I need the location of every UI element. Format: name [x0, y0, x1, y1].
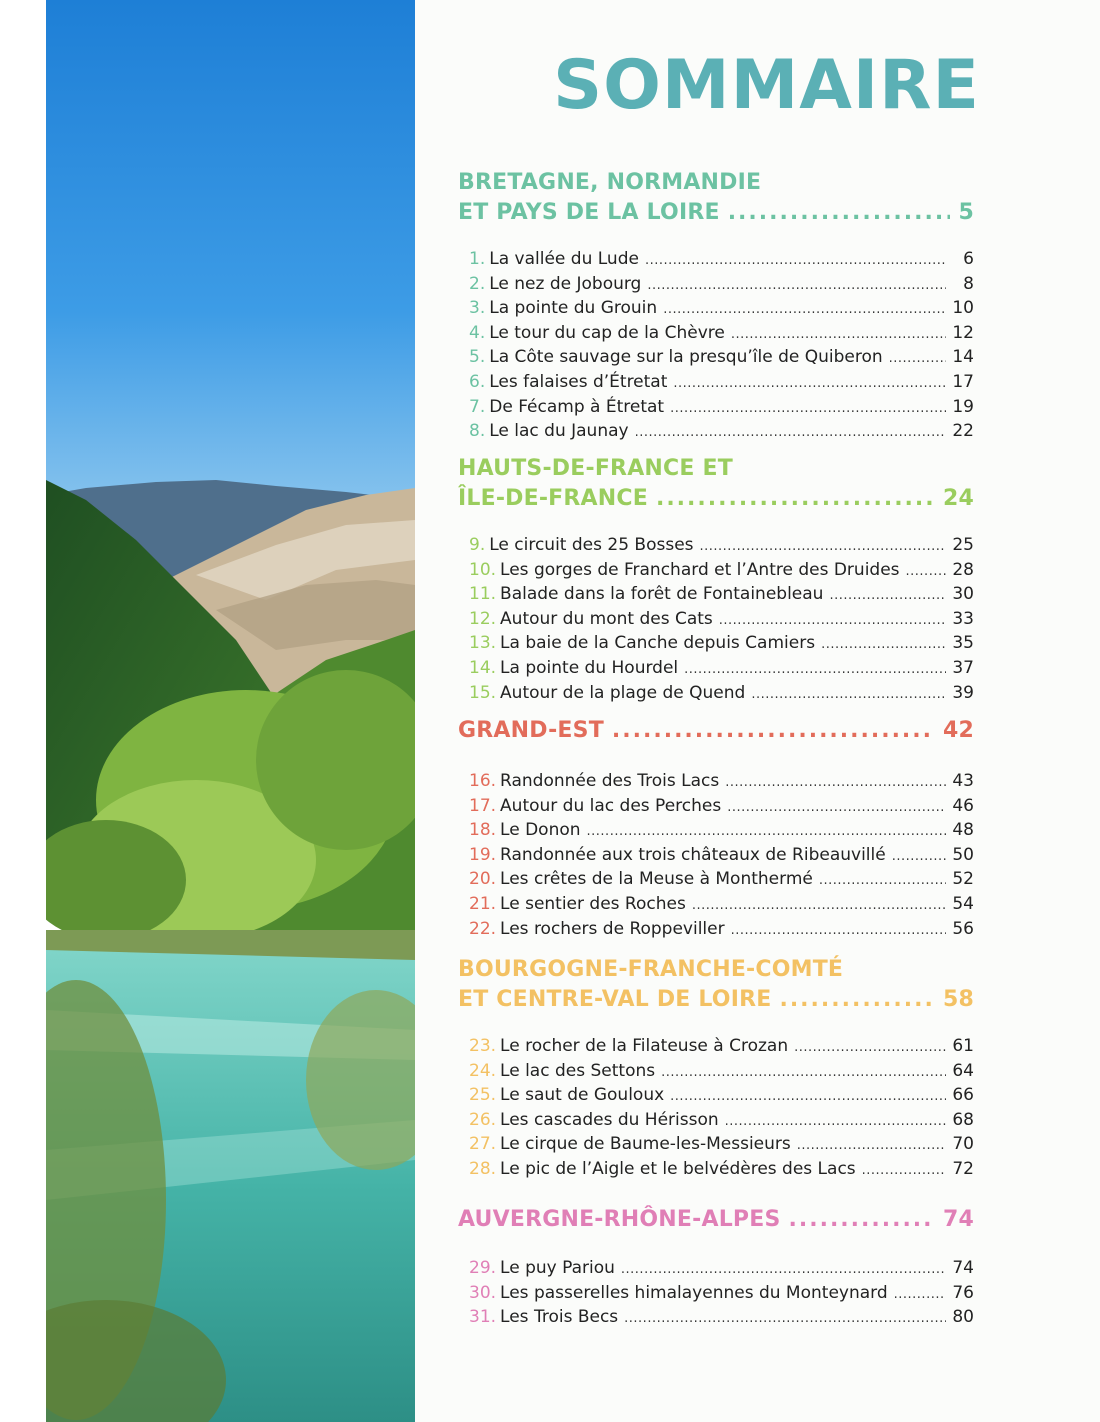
dot-leader	[906, 561, 946, 584]
toc-entry[interactable]	[469, 657, 974, 682]
toc-entry[interactable]	[469, 583, 974, 608]
toc-entry[interactable]	[469, 1133, 974, 1158]
toc-entry[interactable]	[469, 682, 974, 707]
section-heading-line2	[458, 716, 974, 746]
entry-page-number: 46	[952, 795, 974, 816]
dot-leader	[624, 1308, 946, 1331]
entry-label: Les rochers de Roppeviller	[500, 918, 725, 939]
section-heading-line2	[458, 1205, 974, 1235]
section-heading[interactable]	[458, 716, 974, 746]
dot-leader	[692, 895, 946, 918]
entry-label: Le lac du Jaunay	[489, 421, 629, 442]
entry-number: 6.	[469, 371, 486, 392]
entry-label: Le nez de Jobourg	[489, 273, 642, 294]
dot-leader	[725, 772, 946, 795]
dot-leader	[789, 1205, 935, 1235]
entry-label: La baie de la Canche depuis Camiers	[500, 633, 816, 654]
entry-page-number: 30	[952, 584, 974, 605]
dot-leader	[661, 1062, 946, 1085]
dot-leader	[612, 716, 935, 746]
section-heading-line1: HAUTS-DE-FRANCE ET	[458, 456, 733, 481]
dot-leader	[731, 324, 946, 347]
entry-list	[458, 534, 974, 706]
section-page-number: 74	[942, 1207, 974, 1232]
toc-entry[interactable]	[469, 1035, 974, 1060]
entry-list	[458, 1035, 974, 1183]
entry-label: Le lac des Settons	[500, 1060, 656, 1081]
section-heading-text: AUVERGNE-RHÔNE-ALPES	[458, 1207, 781, 1232]
entry-page-number: 48	[952, 820, 974, 841]
entry-label: Autour du mont des Cats	[500, 608, 713, 629]
section-heading-line2	[458, 484, 974, 514]
entry-number: 4.	[469, 322, 486, 343]
section-heading-text: ET CENTRE-VAL DE LOIRE	[458, 987, 772, 1012]
entry-number: 11.	[469, 584, 497, 605]
entry-number: 15.	[469, 682, 497, 703]
entry-number: 30.	[469, 1282, 497, 1303]
entry-page-number: 74	[952, 1258, 974, 1278]
section-heading-line1: BOURGOGNE-FRANCHE-COMTÉ	[458, 957, 844, 982]
toc-entry[interactable]	[469, 1109, 974, 1134]
entry-label: Le puy Pariou	[500, 1258, 615, 1278]
entry-page-number: 52	[952, 869, 974, 890]
toc-section	[458, 716, 974, 942]
dot-leader	[670, 398, 946, 421]
dot-leader	[684, 659, 946, 682]
entry-number: 1.	[469, 249, 486, 269]
entry-page-number: 6	[963, 249, 974, 269]
entry-number: 7.	[469, 396, 486, 417]
toc-entry[interactable]	[469, 534, 974, 559]
section-heading[interactable]	[458, 1205, 974, 1235]
entry-number: 17.	[469, 795, 497, 816]
entry-number: 3.	[469, 298, 486, 319]
dot-leader	[829, 585, 946, 608]
toc-entry[interactable]	[469, 868, 974, 893]
entry-label: Les gorges de Franchard et l’Antre des Druides	[500, 559, 900, 580]
entry-label: Balade dans la forêt de Fontainebleau	[500, 584, 824, 605]
entry-number: 8.	[469, 421, 486, 442]
entry-page-number: 19	[952, 396, 974, 417]
entry-page-number: 54	[952, 893, 974, 914]
entry-number: 13.	[469, 633, 497, 654]
section-heading-text: ÎLE-DE-FRANCE	[458, 486, 648, 511]
landscape-photo	[46, 0, 415, 1422]
toc-entry[interactable]	[469, 770, 974, 795]
dot-leader	[725, 1111, 946, 1134]
section-heading-text: GRAND-EST	[458, 718, 604, 743]
entry-page-number: 8	[963, 273, 974, 294]
section-heading-line2	[458, 985, 974, 1015]
toc-entry[interactable]	[469, 1158, 974, 1183]
entry-number: 24.	[469, 1060, 497, 1081]
toc-entry[interactable]	[469, 559, 974, 584]
toc-entry[interactable]	[469, 795, 974, 820]
entry-number: 26.	[469, 1109, 497, 1130]
dot-leader	[727, 797, 946, 820]
dot-leader	[700, 536, 946, 559]
entry-label: Autour du lac des Perches	[500, 795, 722, 816]
entry-page-number: 22	[952, 421, 974, 442]
toc-section	[458, 955, 974, 1183]
entry-label: Les cascades du Hérisson	[500, 1109, 719, 1130]
entry-page-number: 50	[952, 844, 974, 865]
mountain-river-image	[46, 0, 415, 1422]
dot-leader	[731, 920, 946, 943]
entry-label: Les falaises d’Étretat	[489, 371, 668, 392]
entry-page-number: 17	[952, 371, 974, 392]
page-title: SOMMAIRE	[553, 46, 980, 125]
section-heading-line1: BRETAGNE, NORMANDIE	[458, 170, 762, 195]
table-of-contents	[415, 0, 1100, 1422]
dot-leader	[892, 846, 946, 869]
entry-number: 28.	[469, 1158, 497, 1179]
entry-label: La Côte sauvage sur la presqu’île de Quiberon	[489, 347, 883, 368]
entry-label: Le sentier des Roches	[500, 893, 686, 914]
toc-entry[interactable]	[469, 420, 974, 445]
entry-label: Le saut de Gouloux	[500, 1085, 665, 1106]
toc-entry[interactable]	[469, 893, 974, 918]
toc-entry[interactable]	[469, 346, 974, 371]
toc-entry[interactable]	[469, 918, 974, 943]
entry-number: 31.	[469, 1307, 497, 1328]
entry-number: 12.	[469, 608, 497, 629]
dot-leader	[647, 275, 946, 298]
entry-page-number: 66	[952, 1085, 974, 1106]
entry-label: Les Trois Becs	[500, 1307, 619, 1328]
dot-leader	[635, 422, 946, 445]
entry-label: Les passerelles himalayennes du Monteynard	[500, 1282, 888, 1303]
toc-section	[458, 1205, 974, 1331]
entry-label: La pointe du Grouin	[489, 298, 658, 319]
entry-label: Le rocher de la Filateuse à Crozan	[500, 1036, 789, 1056]
toc-entry[interactable]	[469, 273, 974, 298]
dot-leader	[862, 1160, 946, 1183]
entry-number: 5.	[469, 347, 486, 368]
entry-list	[458, 248, 974, 445]
toc-entry[interactable]	[469, 1257, 974, 1282]
entry-list	[458, 1257, 974, 1331]
dot-leader	[645, 250, 946, 273]
dot-leader	[779, 985, 935, 1015]
entry-page-number: 56	[952, 918, 974, 939]
dot-leader	[889, 348, 946, 371]
entry-label: Le cirque de Baume-les-Messieurs	[500, 1134, 791, 1155]
toc-section	[458, 168, 974, 445]
entry-page-number: 61	[952, 1036, 974, 1056]
entry-label: Le Donon	[500, 820, 581, 841]
entry-page-number: 72	[952, 1158, 974, 1179]
section-page-number: 42	[942, 718, 974, 743]
entry-page-number: 14	[952, 347, 974, 368]
entry-number: 10.	[469, 559, 497, 580]
dot-leader	[751, 684, 946, 707]
entry-number: 27.	[469, 1134, 497, 1155]
entry-label: Randonnée aux trois châteaux de Ribeauvillé	[500, 844, 886, 865]
section-heading[interactable]	[458, 955, 974, 1015]
entry-number: 20.	[469, 869, 497, 890]
dot-leader	[621, 1259, 946, 1282]
dot-leader	[819, 870, 946, 893]
dot-leader	[894, 1284, 946, 1307]
entry-number: 9.	[469, 535, 486, 555]
entry-number: 23.	[469, 1036, 497, 1056]
entry-page-number: 43	[952, 771, 974, 791]
entry-page-number: 33	[952, 608, 974, 629]
dot-leader	[670, 1086, 946, 1109]
entry-label: Les crêtes de la Meuse à Monthermé	[500, 869, 813, 890]
entry-page-number: 80	[952, 1307, 974, 1328]
dot-leader	[797, 1135, 946, 1158]
entry-page-number: 12	[952, 322, 974, 343]
dot-leader	[728, 198, 951, 228]
dot-leader	[719, 610, 946, 633]
entry-page-number: 28	[952, 559, 974, 580]
entry-number: 14.	[469, 657, 497, 678]
toc-entry[interactable]	[469, 371, 974, 396]
entry-number: 22.	[469, 918, 497, 939]
dot-leader	[656, 484, 935, 514]
entry-page-number: 10	[952, 298, 974, 319]
section-heading-text: ET PAYS DE LA LOIRE	[458, 200, 720, 225]
entry-page-number: 70	[952, 1134, 974, 1155]
entry-page-number: 76	[952, 1282, 974, 1303]
entry-number: 16.	[469, 771, 497, 791]
toc-entry[interactable]	[469, 322, 974, 347]
entry-page-number: 37	[952, 657, 974, 678]
entry-number: 19.	[469, 844, 497, 865]
toc-entry[interactable]	[469, 1084, 974, 1109]
entry-page-number: 39	[952, 682, 974, 703]
entry-list	[458, 770, 974, 942]
toc-entry[interactable]	[469, 844, 974, 869]
entry-number: 29.	[469, 1258, 497, 1278]
toc-entry[interactable]	[469, 297, 974, 322]
entry-number: 21.	[469, 893, 497, 914]
toc-entry[interactable]	[469, 248, 974, 273]
dot-leader	[663, 299, 946, 322]
dot-leader	[587, 821, 946, 844]
entry-number: 18.	[469, 820, 497, 841]
toc-section	[458, 454, 974, 706]
dot-leader	[794, 1037, 946, 1060]
section-page-number: 5	[958, 200, 974, 225]
dot-leader	[673, 373, 946, 396]
entry-label: Autour de la plage de Quend	[500, 682, 746, 703]
entry-page-number: 68	[952, 1109, 974, 1130]
toc-entry[interactable]	[469, 1282, 974, 1307]
toc-entry[interactable]	[469, 396, 974, 421]
section-heading[interactable]	[458, 454, 974, 514]
entry-label: La vallée du Lude	[489, 249, 639, 269]
entry-label: Le tour du cap de la Chèvre	[489, 322, 725, 343]
entry-label: Randonnée des Trois Lacs	[500, 771, 720, 791]
section-heading-line2	[458, 198, 974, 228]
section-heading[interactable]	[458, 168, 974, 228]
entry-label: De Fécamp à Étretat	[489, 396, 665, 417]
dot-leader	[821, 634, 946, 657]
section-page-number: 24	[942, 486, 974, 511]
section-page-number: 58	[942, 987, 974, 1012]
toc-entry[interactable]	[469, 1306, 974, 1331]
toc-entry[interactable]	[469, 608, 974, 633]
toc-entry[interactable]	[469, 632, 974, 657]
toc-entry[interactable]	[469, 819, 974, 844]
entry-page-number: 35	[952, 633, 974, 654]
entry-number: 2.	[469, 273, 486, 294]
entry-label: Le circuit des 25 Bosses	[489, 535, 694, 555]
toc-entry[interactable]	[469, 1060, 974, 1085]
entry-label: La pointe du Hourdel	[500, 657, 679, 678]
entry-label: Le pic de l’Aigle et le belvédères des Lacs	[500, 1158, 856, 1179]
entry-page-number: 25	[952, 535, 974, 555]
entry-number: 25.	[469, 1085, 497, 1106]
entry-page-number: 64	[952, 1060, 974, 1081]
